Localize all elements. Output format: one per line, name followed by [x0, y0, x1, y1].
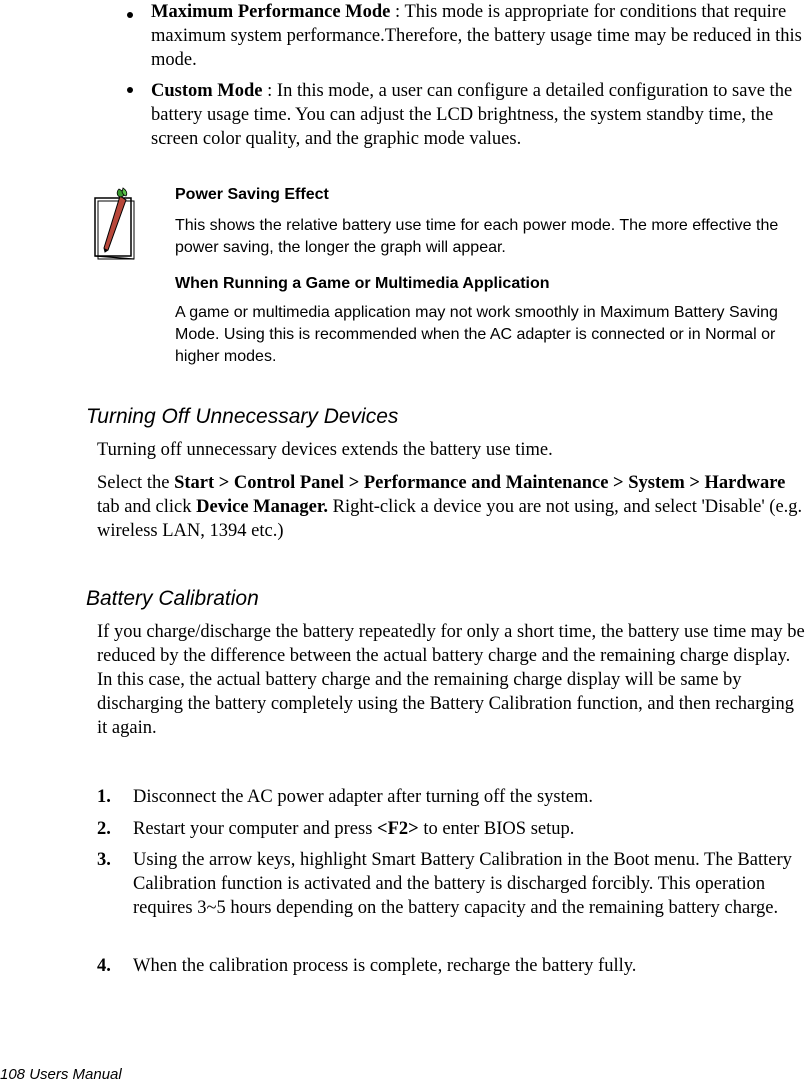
note-body-game: A game or multimedia application may not work smoothly in Maximum Battery Saving Mode. Using this is recommended when the AC adapter is connected or in Normal or higher modes. [175, 304, 778, 365]
step-number: 1. [97, 787, 111, 807]
bullet-item-custom-mode [151, 79, 807, 151]
note-heading-power-saving: Power Saving Effect [175, 186, 329, 203]
text-run: Restart your computer and press [133, 819, 378, 839]
text-run: Select the [97, 473, 175, 493]
device-manager-label: Device Manager. [196, 497, 328, 517]
bullet-term: Custom Mode [151, 81, 263, 101]
step-text: Disconnect the AC power adapter after turning off the system. [133, 787, 593, 807]
menu-path: Start > Control Panel > Performance and Maintenance > System > Hardware [174, 473, 786, 493]
step-number: 4. [97, 956, 111, 976]
bullet-text: : In this mode, a user can configure a detailed configuration to save the battery usage time. You can adjust the LCD brightness, the system standby time, the screen color quality, and the graphic mode values. [151, 81, 793, 149]
section-heading-battery-calibration: Battery Calibration [86, 587, 259, 610]
note-heading-game: When Running a Game or Multimedia Application [175, 275, 550, 292]
paragraph: Turning off unnecessary devices extends the battery use time. [97, 440, 553, 460]
note-body-power-saving: This shows the relative battery use time for each power mode. The more effective the power saving, the longer the graph will appear. [175, 217, 779, 256]
note-pen-icon [92, 186, 146, 260]
bullet-term: Maximum Performance Mode [151, 2, 391, 22]
bullet-item-maximum-performance [151, 0, 807, 72]
step-number: 3. [97, 850, 111, 870]
text-run: tab and click [97, 497, 197, 517]
paragraph-calibration: If you charge/discharge the battery repeatedly for only a short time, the battery use time may be reduced by the difference between the actual battery charge and the remaining charge display. In this case, the actual battery charge and the remaining charge display will be same by discharging the battery completely using the Battery Calibration function, and then recharging it again. [97, 622, 805, 738]
key-label: <F2> [377, 819, 419, 839]
step-text: When the calibration process is complete, recharge the battery fully. [133, 956, 637, 976]
step-text [133, 817, 808, 841]
step-number: 2. [97, 819, 111, 839]
bullet-text: : This mode is appropriate for conditions that require maximum system performance.Therefore, the battery usage time may be reduced in this mode. [151, 2, 802, 70]
bullet-dot [127, 87, 133, 93]
section-heading-turning-off: Turning Off Unnecessary Devices [86, 405, 399, 428]
text-run: Right-click a device you are not using, and select 'Disable' (e.g. wireless LAN, 1394 etc.) [97, 497, 803, 541]
page-footer: 108 Users Manual [0, 1066, 122, 1083]
bullet-dot [127, 12, 133, 18]
note-box [175, 185, 808, 368]
text-run: to enter BIOS setup. [418, 819, 575, 839]
step-text: Using the arrow keys, highlight Smart Battery Calibration in the Boot menu. The Battery Calibration function is activated and the battery is discharged forcibly. This operation requires 3~5 hours depending on the battery capacity and the remaining battery charge. [133, 850, 792, 918]
paragraph-device-manager [97, 471, 807, 543]
